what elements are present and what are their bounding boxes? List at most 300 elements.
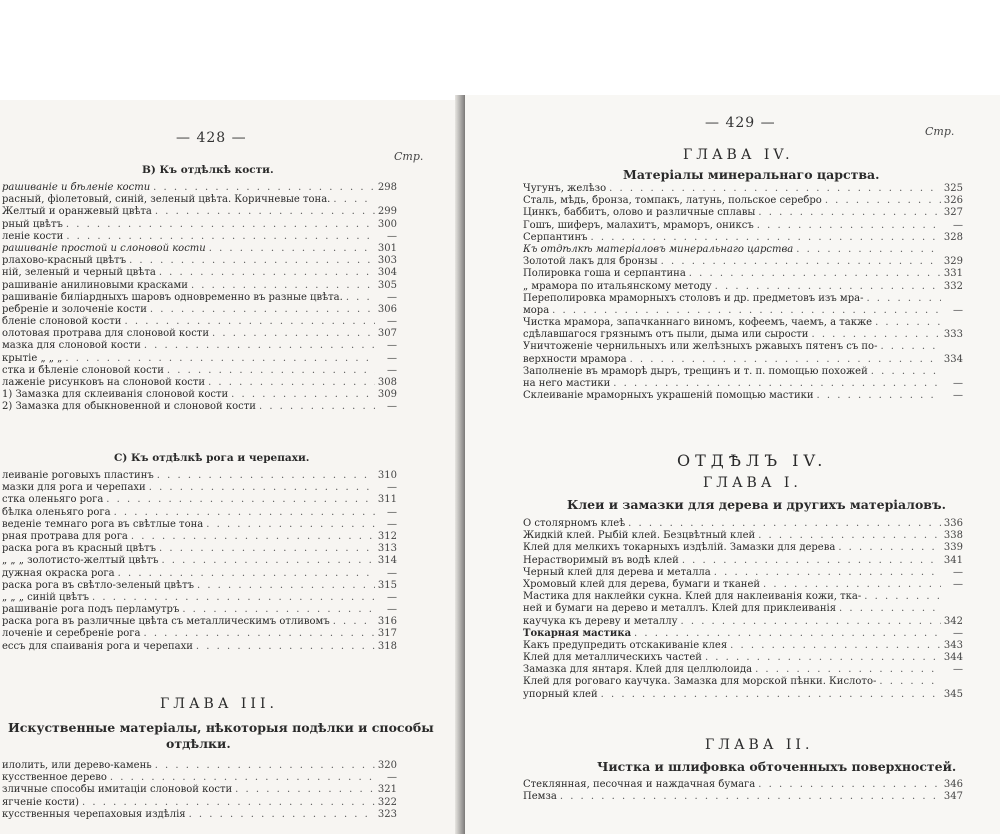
chapter-title: Чистка и шлифовка обточенныхъ поверхностей. [597, 759, 957, 774]
dot-leader [164, 365, 375, 377]
toc-entry-title: мазки для рога и черепахи [2, 482, 146, 494]
chapter-heading: ГЛАВА II. [705, 737, 814, 753]
toc-entry [523, 305, 963, 317]
dot-leader [861, 591, 941, 603]
toc-entry [2, 267, 397, 279]
section-heading: ОТДѢЛЪ IV. [677, 451, 828, 470]
toc-entry [523, 628, 963, 640]
toc-entry-title: Пемза [523, 791, 557, 803]
chapter-title: отдѣлки. [166, 736, 231, 751]
dot-leader [755, 207, 941, 219]
dot-leader [205, 377, 375, 389]
toc-entry [2, 377, 397, 389]
toc-entry-title: Чистка мрамора, запачканнаго виномъ, кофеемъ, чаемъ, а также [523, 317, 873, 329]
toc-entry-title: Мастика для наклейки сукна. Клей для наклеиванiя кожи, тка- [523, 591, 862, 603]
toc-entry [523, 195, 963, 207]
toc-entry [523, 530, 963, 542]
toc-entry-title: Токарная мастика [523, 627, 632, 639]
dot-leader [150, 182, 375, 194]
toc-entry [2, 494, 397, 506]
dot-leader [625, 518, 941, 530]
dot-leader [606, 183, 941, 195]
dot-leader [206, 243, 375, 255]
toc-entry-page: 338 [943, 530, 963, 542]
dot-leader [156, 267, 375, 279]
section-heading: С) Къ отдѣлкѣ рога и черепахи. [114, 452, 310, 464]
toc-entry-title: Цинкъ, баббитъ, олово и различные сплавы [523, 207, 756, 219]
dot-leader [814, 390, 941, 402]
toc-entry-title: Клей для роговаго каучука. Замазка для морской пѣнки. Кислото- [523, 676, 877, 688]
toc-entry-title: сдѣлавшагося грязнымъ отъ пыли, дыма или сырости [523, 329, 809, 341]
toc-entry-title: бленiе слоновой кости [2, 316, 122, 328]
toc-entry [2, 592, 397, 604]
dot-leader [194, 580, 375, 592]
dot-leader [256, 401, 375, 413]
toc-entry [2, 182, 397, 194]
toc-entry [2, 194, 397, 206]
toc-entry-page: 311 [377, 494, 397, 506]
toc-entry-title: кусственное дерево [2, 772, 107, 784]
toc-entry [2, 231, 397, 243]
toc-entry-title: расный, фiолетовый, синiй, зеленый цвѣта. Коричневые тона. [2, 194, 331, 206]
toc-entry [523, 390, 963, 402]
toc-entry-title: Хромовый клей для дерева, бумаги и тканей [523, 578, 761, 590]
dot-leader [610, 378, 941, 390]
toc-entry-title: рашиванiе билiардныхъ шаровъ одновременно въ разные цвѣта. [2, 291, 343, 303]
toc-entry-title: лаженiе рисунковъ на слоновой кости [2, 377, 206, 388]
dot-leader [330, 616, 375, 628]
toc-entry-page: 312 [377, 530, 397, 542]
chapter-heading: ГЛАВА III. [160, 696, 278, 712]
dot-leader [808, 329, 941, 341]
chapter-title: Искуственные матерiалы, нѣкоторыя подѣлки и способы [8, 720, 434, 735]
toc-entry-page: 301 [377, 242, 397, 254]
toc-entry [2, 389, 397, 401]
toc-entry-page: — [387, 340, 397, 352]
dot-leader [146, 482, 375, 494]
toc-entry-title: рашиванiе простой и слоновой кости [2, 242, 206, 254]
toc-entry-page: — [953, 627, 963, 639]
toc-entry-page: 300 [377, 218, 397, 230]
toc-entry-title: Жидкiй клей. Рыбiй клей. Безцвѣтный клей [523, 530, 756, 542]
toc-entry [2, 641, 397, 653]
toc-entry [523, 652, 963, 664]
toc-entry [2, 470, 397, 482]
toc-entry-page: 346 [943, 779, 963, 790]
toc-entry-page: 333 [943, 329, 963, 341]
toc-entry [2, 206, 397, 218]
toc-entry-page: 305 [377, 279, 397, 291]
dot-leader [63, 219, 375, 231]
toc-entry-page: 321 [377, 784, 397, 796]
dot-leader [152, 206, 375, 218]
toc-entry-page: 327 [943, 207, 963, 219]
dot-leader [712, 281, 941, 293]
toc-entry-page: 303 [377, 255, 397, 267]
dot-leader [658, 256, 941, 268]
dot-leader [193, 641, 375, 653]
dot-leader [627, 354, 941, 366]
dot-leader [872, 317, 941, 329]
dot-leader [203, 519, 375, 531]
toc-entry [523, 341, 963, 353]
toc-entry-title: кусственныя черепаховыя издѣлiя [2, 808, 186, 820]
toc-entry [523, 664, 963, 676]
dot-leader [755, 779, 941, 791]
toc-entry-title: „ мрамора по итальянскому методу [523, 280, 712, 292]
dot-leader [186, 809, 375, 821]
toc-entry-title: Желтый и оранжевый цвѣта [2, 206, 152, 218]
dot-leader [711, 567, 941, 579]
toc-entry-title: Замазка для янтаря. Клей для целлюлоида [523, 664, 753, 676]
toc-entry [523, 591, 963, 603]
toc-entry-title: рашиванiе анилиновыми красками [2, 279, 188, 291]
dot-leader [158, 555, 375, 567]
dot-leader [598, 689, 941, 701]
toc-entry [523, 640, 963, 652]
dot-leader [156, 543, 375, 555]
toc-entry-page: — [387, 518, 397, 530]
dot-leader [147, 304, 375, 316]
toc-entry-page: — [953, 304, 963, 316]
toc-entry-page: 344 [943, 652, 963, 664]
toc-entry-title: Золотой лакъ для бронзы [523, 256, 658, 268]
dot-leader [877, 341, 941, 353]
toc-entry-page: 341 [943, 554, 963, 566]
toc-entry [523, 183, 963, 195]
toc-entry [523, 281, 963, 293]
toc-entry-page: 307 [377, 328, 397, 340]
toc-entry-page: 308 [377, 377, 397, 388]
dot-leader [822, 195, 941, 207]
toc-entry-title: Клей для мелкихъ токарныхъ издѣлiй. Замазки для дерева [523, 542, 836, 554]
toc-entry-title: стка оленьяго рога [2, 494, 104, 506]
toc-entry [523, 378, 963, 390]
toc-entry-title: 1) Замазка для склеиванiя слоновой кости [2, 389, 229, 401]
toc-entry [523, 542, 963, 554]
toc-entry [2, 772, 397, 784]
toc-entry [523, 579, 963, 591]
toc-entry [523, 207, 963, 219]
toc-entry [2, 555, 397, 567]
toc-list [2, 760, 397, 821]
dot-leader [188, 280, 375, 292]
toc-entry-page: 328 [943, 231, 963, 243]
toc-entry-page: 343 [943, 639, 963, 651]
dot-leader [876, 676, 941, 688]
toc-entry-title: раска рога въ красный цвѣтъ [2, 543, 156, 555]
right-page [465, 95, 1000, 834]
toc-entry-title: ней и бумаги на дерево и металлъ. Клей для приклеиванiя [523, 603, 837, 615]
dot-leader [140, 628, 375, 640]
toc-entry [2, 809, 397, 821]
left-page [0, 100, 462, 834]
toc-entry-page: — [953, 219, 963, 231]
toc-entry [2, 604, 397, 616]
toc-list [2, 470, 397, 653]
toc-entry-page: 313 [377, 543, 397, 555]
dot-leader [128, 531, 375, 543]
toc-entry-page: 317 [377, 628, 397, 640]
toc-entry-title: раска рога въ свѣтло-зеленый цвѣтъ [2, 579, 194, 591]
dot-leader [863, 293, 941, 305]
toc-entry-title: Переполировка мраморныхъ столовъ и др. предметовъ изъ мра- [523, 292, 864, 304]
dot-leader [702, 652, 941, 664]
toc-entry-title: верхности мрамора [523, 353, 627, 365]
toc-entry [523, 567, 963, 579]
dot-leader [754, 220, 941, 232]
toc-entry [523, 293, 963, 305]
toc-entry-page: 329 [943, 256, 963, 268]
dot-leader [836, 603, 941, 615]
toc-entry [523, 256, 963, 268]
dot-leader [677, 616, 941, 628]
dot-leader [107, 772, 375, 784]
toc-entry-title: мазка для слоновой кости [2, 340, 141, 352]
toc-entry [2, 531, 397, 543]
dot-leader [63, 231, 375, 243]
toc-entry-page: 336 [943, 518, 963, 529]
dot-leader [588, 232, 942, 244]
page-column-label: Стр. [394, 150, 424, 163]
toc-entry-page: — [387, 364, 397, 376]
toc-entry-page: 325 [943, 183, 963, 194]
toc-entry-title: Гошъ, шиферъ, малахитъ, мраморъ, ониксъ [523, 219, 754, 231]
toc-entry-title: бѣлка оленьяго рога [2, 506, 111, 518]
dot-leader [79, 797, 375, 809]
toc-entry [523, 220, 963, 232]
toc-entry-title: ягченiе кости) [2, 796, 80, 808]
dot-leader [154, 470, 375, 482]
toc-entry-title: Стеклянная, песочная и наждачная бумага [523, 779, 756, 790]
toc-entry-page: 345 [943, 688, 963, 700]
toc-entry-page: 309 [377, 389, 397, 401]
toc-entry [2, 401, 397, 413]
page-number: — 429 — [705, 115, 776, 131]
toc-entry-page: — [387, 401, 397, 413]
toc-entry [2, 580, 397, 592]
chapter-heading: ГЛАВА IV. [683, 147, 794, 163]
toc-entry-title: раска рога въ различные цвѣта съ металлическимъ отливомъ [2, 616, 330, 628]
toc-entry [2, 616, 397, 628]
toc-entry [523, 329, 963, 341]
toc-entry [2, 568, 397, 580]
toc-entry [2, 482, 397, 494]
toc-entry-page: — [387, 352, 397, 364]
dot-leader [752, 664, 941, 676]
toc-entry [2, 543, 397, 555]
toc-entry-title: лоченiе и серебренiе рога [2, 628, 141, 640]
dot-leader [179, 604, 375, 616]
toc-entry-title: на него мастики [523, 378, 611, 389]
toc-entry [523, 232, 963, 244]
dot-leader [103, 494, 375, 506]
toc-entry-title: 2) Замазка для обыкновенной и слоновой кости [2, 401, 256, 413]
toc-entry-page: 322 [377, 796, 397, 808]
toc-entry-title: Къ отдѣлкѣ матерiаловъ минеральнаго царства [523, 243, 794, 255]
toc-entry-page: — [953, 664, 963, 676]
toc-entry-page: 306 [377, 303, 397, 315]
toc-entry-title: „ „ „ золотисто-желтый цвѣтъ [2, 555, 159, 567]
toc-entry-page: — [387, 591, 397, 603]
toc-entry-title: Склеиванiе мраморныхъ украшенiй помощью мастики [523, 390, 814, 402]
toc-entry-title: Полировка гоша и серпантина [523, 268, 686, 280]
toc-entry-title: рная протрава для рога [2, 530, 128, 542]
page-column-label: Стр. [925, 125, 955, 138]
toc-entry-page: — [953, 378, 963, 389]
toc-entry-title: О столярномъ клеѣ [523, 518, 626, 529]
toc-entry [523, 244, 963, 256]
toc-entry [523, 676, 963, 688]
toc-entry-page: — [953, 578, 963, 590]
toc-entry [523, 779, 963, 791]
toc-entry [2, 243, 397, 255]
toc-entry-title: нiй, зеленый и черный цвѣта [2, 267, 156, 279]
toc-entry-page: 299 [377, 206, 397, 218]
dot-leader [793, 244, 941, 256]
dot-leader [89, 592, 375, 604]
toc-entry-title: илолить, или дерево-камень [2, 760, 152, 771]
toc-entry [2, 280, 397, 292]
toc-entry-page: 326 [943, 195, 963, 207]
toc-entry-title: крытiе „ „ „ [2, 352, 63, 364]
toc-entry-title: рный цвѣтъ [2, 218, 63, 230]
toc-entry-title: мора [523, 304, 550, 316]
toc-entry-page: 310 [377, 470, 397, 481]
toc-entry [2, 316, 397, 328]
toc-entry-title: „ „ „ синiй цвѣтъ [2, 591, 90, 603]
toc-entry-page: 304 [377, 267, 397, 279]
toc-entry [2, 304, 397, 316]
toc-entry-title: леиванiе роговыхъ пластинъ [2, 470, 154, 481]
toc-entry-title: рашиванiе и бѣленiе кости [2, 182, 151, 193]
toc-entry [2, 219, 397, 231]
chapter-heading: ГЛАВА I. [703, 475, 802, 491]
toc-entry [2, 353, 397, 365]
dot-leader [141, 340, 375, 352]
toc-entry [2, 328, 397, 340]
dot-leader [686, 268, 941, 280]
toc-entry [523, 317, 963, 329]
dot-leader [62, 353, 375, 365]
dot-leader [209, 328, 375, 340]
toc-entry-page: 339 [943, 542, 963, 554]
toc-entry-page: — [387, 772, 397, 784]
toc-list [2, 182, 397, 414]
toc-entry-title: ленiе кости [2, 230, 64, 242]
dot-leader [111, 507, 375, 519]
toc-entry-title: ребренiе и золоченiе кости [2, 303, 147, 315]
toc-entry-title: зличные способы имитацiи слоновой кости [2, 784, 233, 796]
dot-leader [549, 305, 941, 317]
toc-entry [523, 268, 963, 280]
toc-list [523, 183, 963, 402]
toc-entry-page: — [387, 506, 397, 518]
dot-leader [755, 530, 941, 542]
toc-entry-page: 347 [943, 791, 963, 803]
dot-leader [727, 640, 941, 652]
toc-entry-page: 331 [943, 268, 963, 280]
toc-entry [2, 784, 397, 796]
toc-entry-title: олотовая протрава для слоновой кости [2, 328, 209, 340]
blank-margin-top [0, 0, 1000, 100]
toc-entry-page: — [387, 316, 397, 328]
toc-entry-title: ессъ для спаиванiя рога и черепахи [2, 640, 193, 652]
page-number: — 428 — [176, 130, 247, 146]
toc-entry [523, 366, 963, 378]
dot-leader [557, 791, 941, 803]
toc-entry [2, 507, 397, 519]
toc-entry-page: — [387, 604, 397, 616]
toc-entry-page: 334 [943, 353, 963, 365]
toc-entry [2, 628, 397, 640]
dot-leader [835, 542, 941, 554]
toc-entry-title: Нерастворимый въ водѣ клей [523, 554, 679, 566]
toc-entry [523, 603, 963, 615]
toc-list [523, 779, 963, 803]
toc-entry [523, 791, 963, 803]
toc-entry-page: — [387, 567, 397, 579]
chapter-title: Клеи и замазки для дерева и другихъ матерiаловъ. [567, 497, 946, 512]
toc-entry-page: 323 [377, 808, 397, 820]
toc-entry [523, 616, 963, 628]
toc-entry-page: 298 [377, 182, 397, 193]
toc-entry [2, 519, 397, 531]
toc-entry-page: 315 [377, 579, 397, 591]
toc-entry-page: — [387, 482, 397, 494]
toc-entry-page: — [953, 390, 963, 402]
dot-leader [760, 579, 941, 591]
toc-entry-title: Уничтоженiе чернильныхъ или желѣзныхъ ржавыхъ пятенъ съ по- [523, 341, 878, 353]
toc-entry-title: Заполненiе въ мраморѣ дыръ, трещинъ и т. п. помощью похожей [523, 365, 868, 377]
toc-entry [2, 340, 397, 352]
dot-leader [330, 194, 375, 206]
toc-entry [523, 354, 963, 366]
toc-entry-title: рашиванiе рога подъ перламутръ [2, 604, 180, 616]
toc-entry-title: Сталь, мѣдь, бронза, томпакъ, латунь, польское серебро [523, 195, 822, 207]
toc-entry-page: 342 [943, 615, 963, 627]
toc-entry-page: — [953, 566, 963, 578]
toc-entry-page: 318 [377, 640, 397, 652]
toc-entry [2, 255, 397, 267]
toc-entry-page: — [387, 230, 397, 242]
dot-leader [868, 366, 941, 378]
toc-entry-page: — [387, 291, 397, 303]
toc-entry-page: 332 [943, 280, 963, 292]
toc-entry [523, 555, 963, 567]
toc-entry [2, 760, 397, 772]
dot-leader [121, 316, 375, 328]
toc-entry-page: 314 [377, 555, 397, 567]
dot-leader [631, 628, 941, 640]
dot-leader [152, 760, 375, 772]
toc-entry-title: стка и бѣленiе слоновой кости [2, 364, 164, 376]
chapter-title: Матерiалы минеральнаго царства. [623, 167, 880, 182]
toc-entry-title: рлахово-красный цвѣтъ [2, 255, 127, 267]
toc-entry [523, 689, 963, 701]
toc-entry [2, 797, 397, 809]
dot-leader [228, 389, 375, 401]
toc-list [523, 518, 963, 701]
dot-leader [343, 292, 375, 304]
toc-entry-page: 320 [377, 760, 397, 771]
section-heading: В) Къ отдѣлкѣ кости. [142, 164, 274, 176]
toc-entry-title: упорный клей [523, 688, 598, 700]
toc-entry-title: Какъ предупредить отскакиванiе клея [523, 639, 728, 651]
toc-entry-title: Клей для металлическихъ частей [523, 652, 702, 664]
toc-entry [523, 518, 963, 530]
toc-entry [2, 292, 397, 304]
